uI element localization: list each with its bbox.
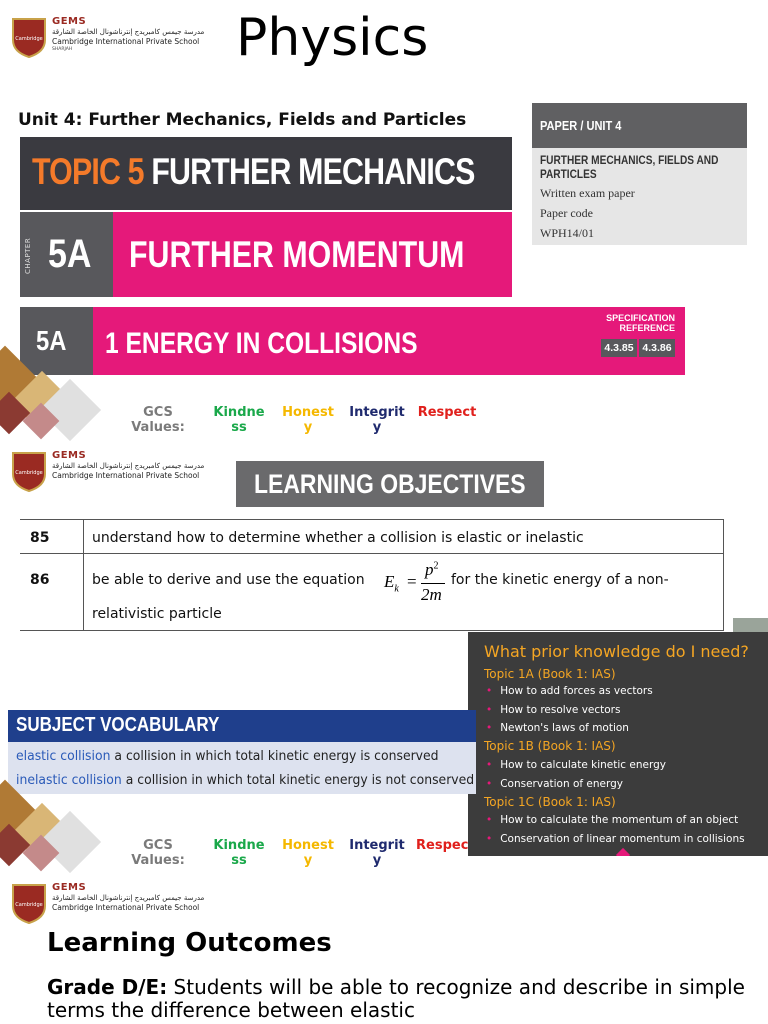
section-banner	[93, 307, 685, 375]
values-row	[0, 838, 520, 874]
eq-lhs: E	[384, 572, 395, 591]
spec-code: 4.3.85	[601, 339, 637, 357]
values-row	[0, 405, 520, 441]
topic-label: TOPIC 5	[32, 151, 144, 192]
vocabulary-definition: a collision in which total kinetic energy is conserved	[114, 748, 439, 764]
chapter-number: 5A	[48, 232, 92, 276]
list-item: • How to calculate the momentum of an object	[486, 814, 739, 826]
grade-label: Grade D/E:	[47, 975, 168, 999]
logo-school-name: Cambridge International Private School	[52, 471, 200, 480]
spec-reference-label	[606, 313, 675, 333]
paper-unit-header	[532, 103, 747, 148]
vocabulary-entry	[16, 748, 439, 764]
decorative-strip	[733, 618, 768, 632]
learning-outcomes-title: Learning Outcomes	[47, 928, 332, 958]
list-item: • Conservation of energy	[486, 778, 624, 790]
table-row	[20, 519, 724, 553]
spec-label-line1: SPECIFICATION	[606, 313, 675, 323]
learning-outcome-text	[47, 976, 747, 1022]
topic-banner	[20, 137, 512, 210]
logo-brand: GEMS	[52, 882, 87, 893]
objective-text: be able to derive and use the equation	[92, 572, 365, 588]
list-item: • Conservation of linear momentum in collisions	[486, 833, 745, 845]
value-integrity: Integrit y	[349, 838, 405, 868]
prior-topic-title: Topic 1B (Book 1: IAS)	[484, 739, 616, 753]
objective-text-line2: relativistic particle	[92, 606, 222, 622]
vocabulary-entry	[16, 772, 474, 788]
logo-school-name: Cambridge International Private School	[52, 37, 200, 46]
prior-topic-title: Topic 1C (Book 1: IAS)	[484, 795, 616, 809]
school-logo	[12, 16, 205, 64]
eq-numerator: p	[425, 560, 434, 579]
school-logo	[12, 882, 205, 930]
value-kindness: Kindne ss	[213, 405, 265, 435]
spec-label-line2: REFERENCE	[619, 323, 675, 333]
value-honesty: Honest y	[282, 838, 334, 868]
logo-school-name: Cambridge International Private School	[52, 903, 200, 912]
spec-code: 4.3.86	[639, 339, 675, 357]
value-respect: Respec	[416, 838, 468, 853]
objectives-heading: LEARNING OBJECTIVES	[254, 469, 526, 499]
value-integrity: Integrit y	[349, 405, 405, 435]
vocabulary-term: elastic collision	[16, 748, 111, 764]
kinetic-energy-equation: $E_k$ = $p^2$ 2m	[384, 560, 446, 604]
logo-arabic-name: مدرسة جيمس كامبريدج إنترناشونال الخاصة الشارقة	[52, 462, 205, 470]
eq-denominator: 2m	[421, 585, 442, 604]
paper-unit-label: PAPER / UNIT 4	[540, 118, 622, 133]
logo-arabic-name: مدرسة جيمس كامبريدج إنترناشونال الخاصة الشارقة	[52, 28, 205, 36]
school-shield-icon	[12, 452, 46, 492]
svg-text:Cambridge: Cambridge	[15, 902, 43, 908]
chapter-box	[20, 212, 113, 297]
paper-code-label: Paper code	[540, 206, 593, 220]
svg-text:Cambridge: Cambridge	[15, 36, 43, 42]
values-label: GCS Values:	[131, 838, 185, 868]
school-shield-icon	[12, 18, 46, 58]
objective-text: understand how to determine whether a collision is elastic or inelastic	[92, 530, 584, 546]
section-number: 5A	[36, 325, 67, 356]
vocabulary-term: inelastic collision	[16, 772, 122, 788]
paper-unit-panel	[532, 148, 747, 245]
eq-exponent: 2	[433, 560, 439, 572]
value-respect: Respect	[417, 405, 477, 420]
objectives-heading-box	[236, 461, 544, 507]
objective-text-cont: for the kinetic energy of a non-	[451, 572, 669, 588]
objective-number: 85	[30, 530, 50, 546]
prior-knowledge-panel	[468, 632, 768, 856]
logo-brand: GEMS	[52, 16, 87, 27]
list-item: • How to calculate kinetic energy	[486, 759, 666, 771]
school-shield-icon	[12, 884, 46, 924]
section-number-box	[20, 307, 93, 375]
vocabulary-heading: SUBJECT VOCABULARY	[16, 714, 220, 736]
decorative-marker	[616, 848, 630, 856]
chapter-word: CHAPTER	[24, 237, 32, 274]
chapter-banner	[113, 212, 512, 297]
logo-city: SHARJAH	[52, 47, 73, 52]
unit-heading: Unit 4: Further Mechanics, Fields and Particles	[18, 110, 467, 130]
paper-code: WPH14/01	[540, 226, 594, 240]
grade-description: Students will be able to recognize and describe in simple terms the difference between elastic	[47, 975, 745, 1022]
objective-number: 86	[30, 572, 50, 588]
section-name: 1 ENERGY IN COLLISIONS	[105, 327, 418, 360]
paper-title: FURTHER MECHANICS, FIELDS AND PARTICLES	[540, 155, 719, 181]
values-label: GCS Values:	[131, 405, 185, 435]
logo-arabic-name: مدرسة جيمس كامبريدج إنترناشونال الخاصة الشارقة	[52, 894, 205, 902]
paper-type: Written exam paper	[540, 186, 635, 200]
list-item: • Newton's laws of motion	[486, 722, 629, 734]
table-row	[20, 553, 724, 631]
prior-knowledge-question: What prior knowledge do I need?	[484, 642, 749, 661]
vocabulary-definition: a collision in which total kinetic energy is not conserved	[125, 772, 475, 788]
list-item: • How to resolve vectors	[486, 704, 621, 716]
vocabulary-heading-box	[8, 710, 476, 742]
slide-title: Physics	[236, 8, 429, 68]
list-item: • How to add forces as vectors	[486, 685, 653, 697]
value-kindness: Kindne ss	[213, 838, 265, 868]
school-logo	[12, 450, 205, 498]
prior-topic-title: Topic 1A (Book 1: IAS)	[484, 667, 616, 681]
logo-brand: GEMS	[52, 450, 87, 461]
chapter-name: FURTHER MOMENTUM	[129, 234, 465, 275]
vocabulary-panel	[8, 742, 476, 794]
svg-text:Cambridge: Cambridge	[15, 470, 43, 476]
eq-sub: k	[394, 583, 399, 595]
value-honesty: Honest y	[282, 405, 334, 435]
topic-name: FURTHER MECHANICS	[151, 151, 475, 192]
